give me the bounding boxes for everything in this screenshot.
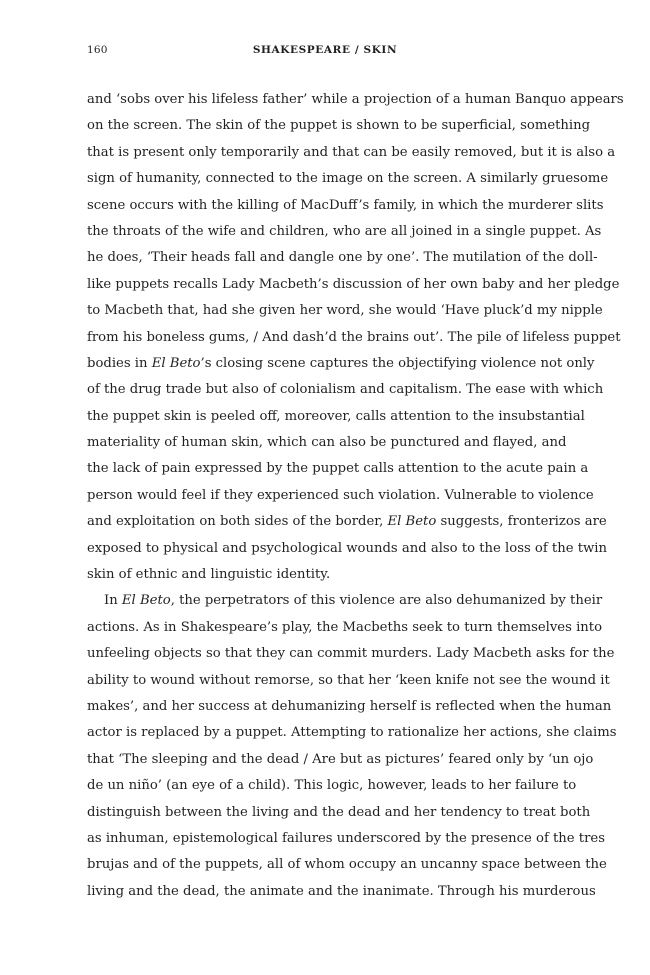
page-header: [87, 44, 563, 62]
text-line: living and the dead, the animate and the inanimate. Through his murderous: [87, 883, 596, 899]
paragraph-2: [87, 588, 617, 905]
text-line: bodies in El Beto’s closing scene captures the objectifying violence not only: [87, 355, 595, 371]
text-line: like puppets recalls Lady Macbeth’s discussion of her own baby and her pledge: [87, 276, 620, 292]
text-line: actions. As in Shakespeare’s play, the Macbeths seek to turn themselves into: [87, 619, 603, 635]
body-text: [87, 87, 624, 905]
text-line: the throats of the wife and children, who are all joined in a single puppet. As: [87, 223, 602, 239]
text-line: that is present only temporarily and that can be easily removed, but it is also a: [87, 144, 616, 160]
text-line: the puppet skin is peeled off, moreover, calls attention to the insubstantial: [87, 408, 585, 424]
text-line: actor is replaced by a puppet. Attempting to rationalize her actions, she claims: [87, 725, 617, 741]
paragraph-1: [87, 87, 624, 588]
text-line: the lack of pain expressed by the puppet calls attention to the acute pain a: [87, 461, 589, 477]
running-head: SHAKESPEARE / SKIN: [252, 44, 398, 56]
text-line: materiality of human skin, which can also be punctured and flayed, and: [87, 435, 567, 451]
text-line: ability to wound without remorse, so that her ‘keen knife not see the wound it: [87, 672, 610, 688]
text-line: from his boneless gums, / And dash’d the brains out’. The pile of lifeless puppet: [87, 329, 621, 345]
text-line: de un niño’ (an eye of a child). This logic, however, leads to her failure to: [87, 778, 577, 794]
text-line: skin of ethnic and linguistic identity.: [87, 567, 331, 583]
text-line: he does, ‘Their heads fall and dangle one by one’. The mutilation of the doll-: [87, 250, 598, 266]
text-line: distinguish between the living and the dead and her tendency to treat both: [87, 804, 591, 820]
text-line: on the screen. The skin of the puppet is shown to be superficial, something: [87, 118, 591, 134]
text-line: exposed to physical and psychological wounds and also to the loss of the twin: [87, 540, 608, 556]
text-line: person would feel if they experienced such violation. Vulnerable to violence: [87, 487, 594, 503]
text-line: scene occurs with the killing of MacDuff’s family, in which the murderer slits: [87, 197, 604, 213]
text-line: makes’, and her success at dehumanizing herself is reflected when the human: [87, 698, 612, 714]
page-number: 160: [87, 44, 108, 56]
text-line: In El Beto, the perpetrators of this violence are also dehumanized by their: [104, 593, 603, 609]
text-line: brujas and of the puppets, all of whom occupy an uncanny space between the: [87, 857, 607, 873]
text-line: and exploitation on both sides of the border, El Beto suggests, fronterizos are: [87, 514, 607, 530]
text-line: sign of humanity, connected to the image on the screen. A similarly gruesome: [87, 171, 609, 187]
text-line: and ‘sobs over his lifeless father’ while a projection of a human Banquo appears: [87, 92, 624, 107]
text-line: that ‘The sleeping and the dead / Are but as pictures’ feared only by ‘un ojo: [87, 751, 594, 767]
text-line: as inhuman, epistemological failures underscored by the presence of the tres: [87, 830, 605, 846]
text-line: unfeeling objects so that they can commit murders. Lady Macbeth asks for the: [87, 646, 615, 662]
text-line: to Macbeth that, had she given her word, she would ‘Have pluck’d my nipple: [87, 303, 603, 319]
text-line: of the drug trade but also of colonialism and capitalism. The ease with which: [87, 382, 604, 398]
